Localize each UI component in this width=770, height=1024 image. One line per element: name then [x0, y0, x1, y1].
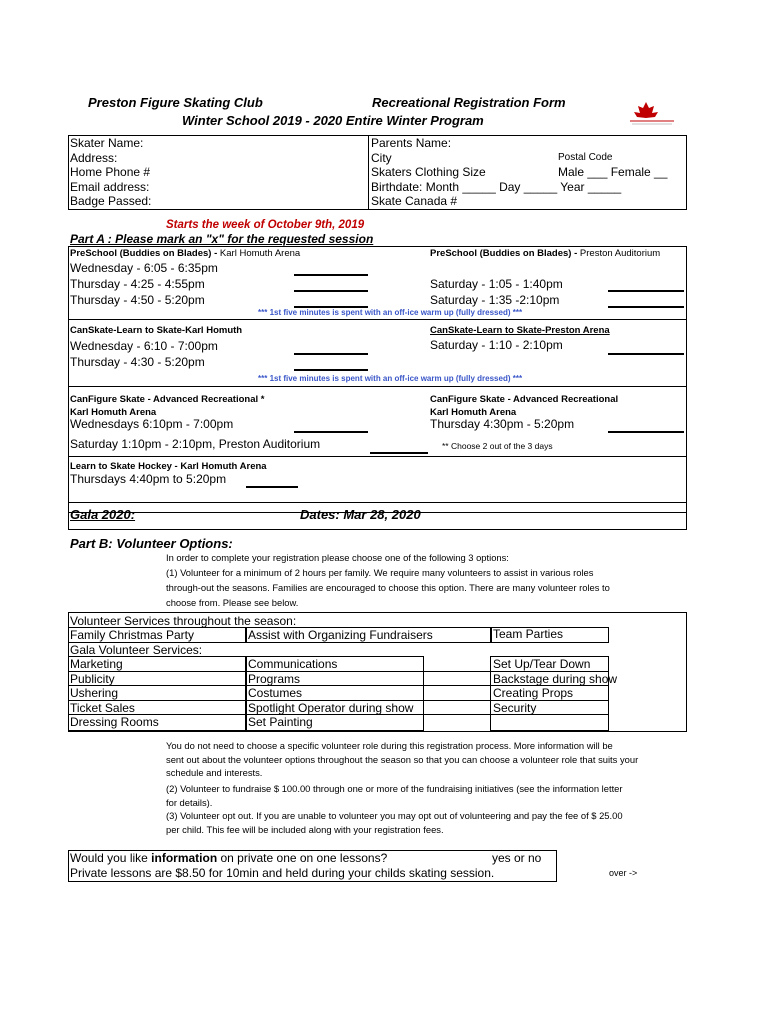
preschool-thu-450: Thursday - 4:50 - 5:20pm — [70, 293, 205, 307]
role-marketing[interactable]: Marketing — [70, 657, 123, 671]
role-communications[interactable]: Communications — [248, 657, 338, 671]
canfig-left-title: CanFigure Skate - Advanced Recreational * — [70, 394, 265, 405]
canfig-left-location: Karl Homuth Arena — [70, 407, 157, 418]
volunteer-option-2-a: (2) Volunteer to fundraise $ 100.00 through one or more of the fundraising initiatives (see the information letter — [166, 783, 623, 794]
hockey-thu-440: Thursdays 4:40pm to 5:20pm — [70, 472, 227, 486]
canfig-sat-110-blank[interactable] — [370, 452, 428, 454]
role-christmas-party[interactable]: Family Christmas Party — [70, 628, 195, 642]
part-b-heading: Part B: Volunteer Options: — [70, 536, 233, 551]
badge-passed-label[interactable]: Badge Passed: — [70, 194, 152, 209]
volunteer-option-3-a: (3) Volunteer opt out. If you are unable to volunteer you may opt out of volunteering and pay the fee of $ 25.00 — [166, 810, 623, 821]
canfig-right-location: Karl Homuth Arena — [430, 407, 517, 418]
role-security[interactable]: Security — [493, 700, 537, 715]
volunteer-option-1-a: (1) Volunteer for a minimum of 2 hours per family. We require many volunteers to assist in various roles — [166, 567, 594, 578]
preschool-thu-425-blank[interactable] — [294, 290, 368, 292]
volunteer-note-a: You do not need to choose a specific volunteer role during this registration process. More information will be — [166, 740, 613, 751]
volunteer-option-2-b: for details). — [166, 796, 213, 808]
canfig-thu-430-blank[interactable] — [608, 431, 684, 433]
canskate-wed-610-blank[interactable] — [294, 353, 368, 355]
preschool-wed-605-blank[interactable] — [294, 274, 368, 276]
role-fundraisers[interactable]: Assist with Organizing Fundraisers — [248, 628, 433, 642]
volunteer-option-3-b: per child. This fee will be included along with your registration fees. — [166, 823, 444, 835]
gala-services-heading: Gala Volunteer Services: — [70, 643, 203, 657]
canskate-wed-610: Wednesday - 6:10 - 7:00pm — [70, 339, 218, 353]
role-dressing-rooms[interactable]: Dressing Rooms — [70, 715, 159, 729]
gala-dates: Dates: Mar 28, 2020 — [300, 507, 421, 522]
start-date: Starts the week of October 9th, 2019 — [166, 219, 365, 231]
preschool-right-title: PreSchool (Buddies on Blades) - Preston Auditorium — [430, 248, 661, 259]
canfig-sat-110: Saturday 1:10pm - 2:10pm, Preston Auditorium — [70, 437, 321, 451]
warmup-note-1: *** 1st five minutes is spent with an off-ice warm up (fully dressed) *** — [258, 308, 523, 317]
gala-label: Gala 2020: — [70, 507, 136, 522]
clothing-size-label[interactable]: Skaters Clothing Size — [371, 165, 486, 179]
role-ushering[interactable]: Ushering — [70, 686, 119, 700]
preschool-sat-135: Saturday - 1:35 -2:10pm — [430, 293, 560, 307]
canfig-right-title: CanFigure Skate - Advanced Recreational — [430, 394, 619, 405]
hockey-title: Learn to Skate Hockey - Karl Homuth Arena — [70, 461, 267, 472]
season-heading: Volunteer Services throughout the season: — [70, 614, 297, 628]
role-backstage[interactable]: Backstage during show — [493, 671, 618, 686]
gender-field[interactable]: Male ___ Female __ — [558, 165, 668, 179]
role-creating-props[interactable]: Creating Props — [493, 686, 574, 700]
birthdate-field[interactable]: Birthdate: Month _____ Day _____ Year _____ — [371, 180, 622, 194]
canskate-thu-430: Thursday - 4:30 - 5:20pm — [70, 355, 205, 369]
canskate-right-title: CanSkate-Learn to Skate-Preston Arena — [430, 325, 610, 336]
form-title: Recreational Registration Form — [372, 95, 566, 110]
city-label[interactable]: City — [371, 151, 392, 165]
preschool-thu-425: Thursday - 4:25 - 4:55pm — [70, 277, 205, 291]
canskate-sat-110-blank[interactable] — [608, 353, 684, 355]
canskate-left-title: CanSkate-Learn to Skate-Karl Homuth — [70, 325, 243, 336]
lessons-price: Private lessons are $8.50 for 10min and held during your childs skating session. — [70, 866, 495, 880]
parents-name-label[interactable]: Parents Name: — [371, 136, 452, 150]
canfig-wed-610: Wednesdays 6:10pm - 7:00pm — [70, 417, 234, 431]
canfig-thu-430: Thursday 4:30pm - 5:20pm — [430, 417, 575, 431]
club-name: Preston Figure Skating Club — [88, 95, 263, 110]
warmup-note-2: *** 1st five minutes is spent with an off-ice warm up (fully dressed) *** — [258, 374, 523, 383]
skate-canada-label[interactable]: Skate Canada # — [371, 194, 458, 208]
volunteer-option-1-c: choose from. Please see below. — [166, 597, 299, 608]
canfig-wed-610-blank[interactable] — [294, 431, 368, 433]
preschool-sat-105: Saturday - 1:05 - 1:40pm — [430, 277, 563, 291]
role-publicity[interactable]: Publicity — [70, 671, 115, 686]
volunteer-option-1-b: through-out the seasons. Families are encouraged to choose this option. There are many volunteer roles to — [166, 582, 610, 593]
volunteer-intro: In order to complete your registration please choose one of the following 3 options: — [166, 552, 509, 563]
part-a-heading: Part A : Please mark an "x" for the requested session — [70, 232, 374, 246]
over-arrow-link[interactable]: over -> — [609, 868, 638, 878]
role-ticket-sales[interactable]: Ticket Sales — [70, 700, 135, 715]
role-team-parties[interactable]: Team Parties — [493, 627, 564, 641]
role-set-painting[interactable]: Set Painting — [248, 715, 313, 729]
hockey-thu-440-blank[interactable] — [246, 486, 298, 488]
role-costumes[interactable]: Costumes — [248, 686, 303, 700]
club-logo-icon — [624, 100, 680, 128]
choose-two-note: ** Choose 2 out of the 3 days — [442, 441, 553, 451]
role-setup-teardown[interactable]: Set Up/Tear Down — [493, 657, 591, 671]
lessons-question: Would you like information on private one on one lessons? — [70, 851, 388, 865]
preschool-wed-605: Wednesday - 6:05 - 6:35pm — [70, 261, 218, 275]
volunteer-note-c: schedule and interests. — [166, 767, 263, 778]
preschool-left-title: PreSchool (Buddies on Blades) - Karl Homuth Arena — [70, 248, 301, 259]
skater-name-label[interactable]: Skater Name: — [70, 136, 144, 150]
canskate-sat-110: Saturday - 1:10 - 2:10pm — [430, 338, 563, 352]
address-label[interactable]: Address: — [70, 150, 118, 165]
role-programs[interactable]: Programs — [248, 671, 301, 686]
home-phone-label[interactable]: Home Phone # — [70, 165, 151, 180]
program-title: Winter School 2019 - 2020 Entire Winter Program — [182, 113, 484, 128]
skater-info-labels — [70, 136, 151, 209]
volunteer-note-b: sent out about the volunteer options throughout the season so that you can choose a volunteer role that suits your — [166, 753, 639, 765]
role-spotlight[interactable]: Spotlight Operator during show — [248, 700, 414, 715]
preschool-sat-135-blank[interactable] — [608, 306, 684, 308]
postal-code-label[interactable]: Postal Code — [558, 152, 613, 163]
email-label[interactable]: Email address: — [70, 179, 150, 194]
lessons-yes-no-field[interactable]: yes or no — [492, 851, 542, 865]
preschool-sat-105-blank[interactable] — [608, 290, 684, 292]
canskate-thu-430-blank[interactable] — [294, 369, 368, 371]
